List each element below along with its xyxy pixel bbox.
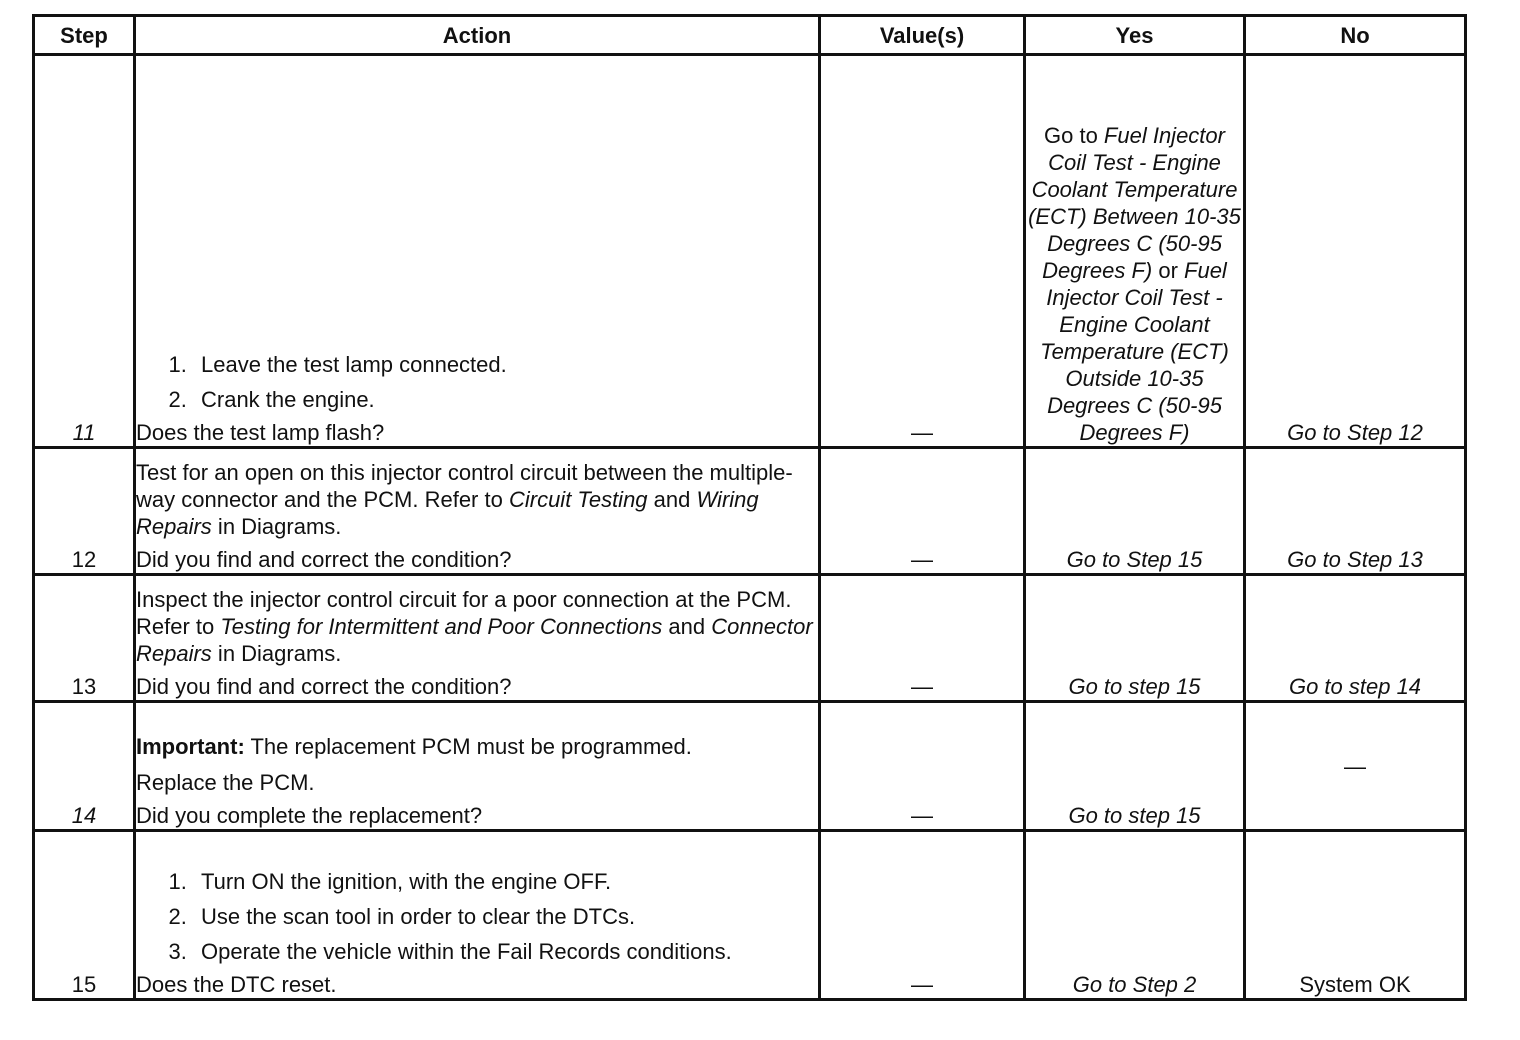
action-text-part: and bbox=[647, 487, 697, 512]
important-note bbox=[136, 733, 818, 760]
action-question: Did you find and correct the condition? bbox=[136, 547, 512, 572]
table-row bbox=[34, 575, 1466, 702]
values-cell: — bbox=[820, 448, 1025, 575]
action-cell bbox=[135, 831, 820, 1000]
yes-link[interactable]: Fuel Injector Coil Test - Engine Coolant Temperature (ECT) Between 10-35 Degrees C (50-95 Degrees F) bbox=[1028, 123, 1241, 283]
values-cell: — bbox=[820, 702, 1025, 831]
no-cell bbox=[1245, 55, 1466, 448]
step-number: 14 bbox=[71, 803, 97, 828]
yes-text-connector: or bbox=[1152, 258, 1185, 283]
header-no: No bbox=[1245, 16, 1466, 55]
action-text-part: in Diagrams. bbox=[211, 514, 342, 539]
values-cell: — bbox=[820, 55, 1025, 448]
action-list-item: 2. Crank the engine. bbox=[193, 386, 818, 413]
action-list-item: 3. Operate the vehicle within the Fail Records conditions. bbox=[193, 938, 818, 965]
action-question: Does the test lamp flash? bbox=[136, 420, 385, 445]
action-text bbox=[136, 459, 818, 540]
reference-link[interactable]: Connector Repairs bbox=[136, 614, 813, 666]
action-question: Did you complete the replacement? bbox=[136, 803, 483, 828]
action-list-item: 1. Leave the test lamp connected. bbox=[193, 351, 818, 378]
action-text-part: Inspect the injector control circuit for a poor connection at the PCM. Refer to bbox=[136, 587, 792, 639]
no-cell: — bbox=[1245, 702, 1466, 831]
yes-text-prefix: Go to bbox=[1044, 123, 1104, 148]
yes-link[interactable]: Go to step 15 bbox=[1068, 803, 1201, 828]
action-list-item: 1. Turn ON the ignition, with the engine OFF. bbox=[193, 868, 818, 895]
step-cell bbox=[34, 55, 135, 448]
header-row bbox=[34, 16, 1466, 55]
table-row bbox=[34, 448, 1466, 575]
step-cell bbox=[34, 831, 135, 1000]
action-instruction: Replace the PCM. bbox=[136, 770, 315, 795]
step-cell bbox=[34, 448, 135, 575]
diagnostic-table bbox=[32, 14, 1467, 1001]
yes-link[interactable]: Go to step 15 bbox=[1068, 674, 1201, 699]
no-link[interactable]: Go to step 14 bbox=[1288, 674, 1422, 699]
action-text bbox=[136, 586, 818, 667]
action-question: Did you find and correct the condition? bbox=[136, 674, 512, 699]
no-cell bbox=[1245, 575, 1466, 702]
no-cell bbox=[1245, 448, 1466, 575]
action-cell bbox=[135, 702, 820, 831]
reference-link[interactable]: Testing for Intermittent and Poor Connections bbox=[220, 614, 663, 639]
important-label: Important: bbox=[136, 734, 245, 759]
values-cell: — bbox=[820, 575, 1025, 702]
values-cell: — bbox=[820, 831, 1025, 1000]
yes-link[interactable]: Go to Step 2 bbox=[1072, 972, 1197, 997]
action-cell bbox=[135, 448, 820, 575]
step-number: 11 bbox=[72, 420, 96, 445]
action-cell bbox=[135, 55, 820, 448]
action-text-part: Test for an open on this injector control circuit between the multiple-way connector and the PCM. Refer to bbox=[136, 460, 793, 512]
action-list bbox=[136, 351, 818, 413]
step-cell bbox=[34, 575, 135, 702]
action-text-part: and bbox=[662, 614, 712, 639]
yes-link[interactable]: Fuel Injector Coil Test - Engine Coolant Temperature (ECT) Outside 10-35 Degrees C (50-95 Degrees F) bbox=[1040, 258, 1229, 445]
action-cell bbox=[135, 575, 820, 702]
yes-cell bbox=[1025, 702, 1245, 831]
action-list bbox=[136, 868, 818, 965]
yes-cell bbox=[1025, 448, 1245, 575]
step-cell bbox=[34, 702, 135, 831]
header-step: Step bbox=[34, 16, 135, 55]
table-row bbox=[34, 55, 1466, 448]
step-number: 15 bbox=[71, 972, 97, 997]
step-number: 12 bbox=[71, 547, 97, 572]
yes-link[interactable]: Go to Step 15 bbox=[1066, 547, 1203, 572]
action-list-item: 2. Use the scan tool in order to clear the DTCs. bbox=[193, 903, 818, 930]
no-link[interactable]: Go to Step 13 bbox=[1287, 547, 1423, 572]
step-number: 13 bbox=[71, 674, 97, 699]
no-cell: System OK bbox=[1245, 831, 1466, 1000]
reference-link[interactable]: Wiring Repairs bbox=[136, 487, 759, 539]
header-yes: Yes bbox=[1025, 16, 1245, 55]
yes-cell bbox=[1025, 55, 1245, 448]
yes-cell bbox=[1025, 575, 1245, 702]
action-question: Does the DTC reset. bbox=[136, 972, 337, 997]
table-row bbox=[34, 702, 1466, 831]
action-text-part: in Diagrams. bbox=[211, 641, 342, 666]
reference-link[interactable]: Circuit Testing bbox=[508, 487, 648, 512]
yes-cell bbox=[1025, 831, 1245, 1000]
no-link[interactable]: Go to Step 12 bbox=[1287, 420, 1423, 445]
header-values: Value(s) bbox=[820, 16, 1025, 55]
header-action: Action bbox=[135, 16, 820, 55]
important-text: The replacement PCM must be programmed. bbox=[244, 734, 692, 759]
table-row bbox=[34, 831, 1466, 1000]
